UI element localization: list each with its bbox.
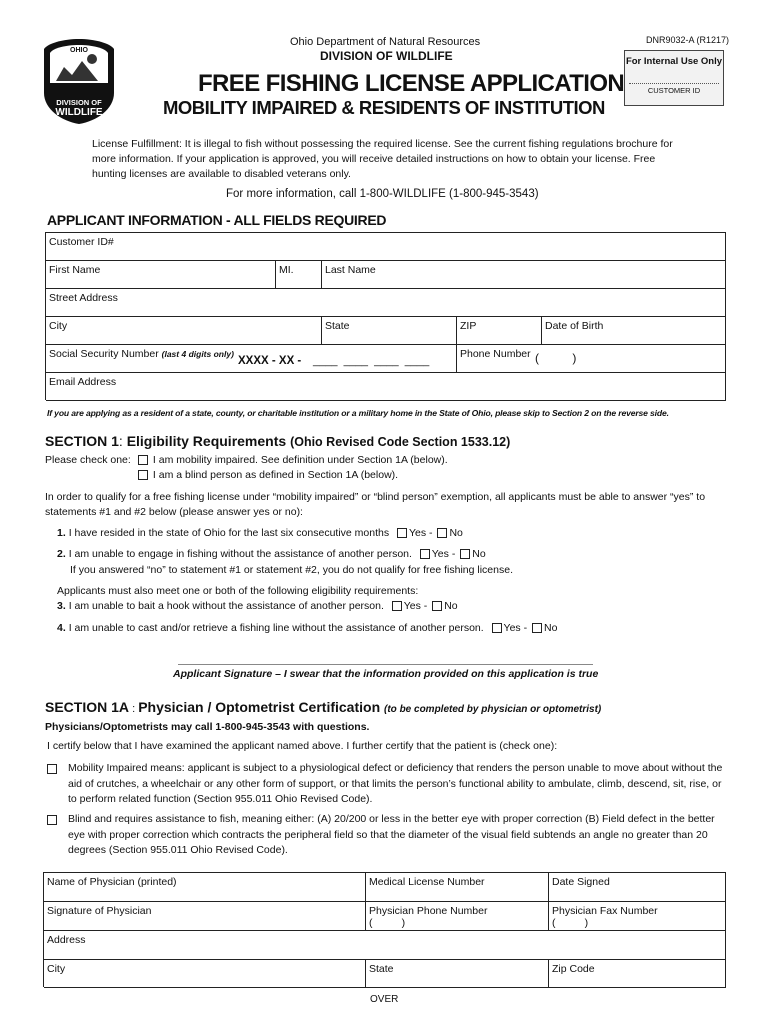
- checkbox[interactable]: [138, 470, 148, 480]
- physician-name-label: Name of Physician (printed): [47, 876, 177, 888]
- checkbox[interactable]: [47, 815, 57, 825]
- checkbox[interactable]: [460, 549, 470, 559]
- date-signed-label: Date Signed: [552, 876, 610, 888]
- mi-label: MI.: [279, 264, 294, 276]
- checkbox[interactable]: [437, 528, 447, 538]
- section1-title: Eligibility Requirements: [126, 433, 287, 449]
- q3-number: 3.: [57, 600, 66, 612]
- logo-division-text: DIVISION OF: [56, 98, 102, 107]
- ssn-mask: XXXX - XX -: [238, 355, 302, 367]
- q1-yes: Yes: [408, 527, 427, 539]
- city-label: City: [49, 320, 68, 332]
- mi-field[interactable]: [276, 261, 322, 289]
- customer-id-field[interactable]: [46, 233, 726, 261]
- q2-text: I am unable to engage in fishing without the assistance of another person.: [68, 548, 412, 560]
- phone-label: Phone Number: [460, 348, 531, 360]
- q2-no: No: [472, 548, 486, 560]
- physician-city-field[interactable]: [44, 960, 366, 988]
- over-label: OVER: [370, 994, 399, 1005]
- last-name-field[interactable]: [322, 261, 726, 289]
- physician-zip-field[interactable]: [549, 960, 726, 988]
- form-subtitle: MOBILITY IMPAIRED & RESIDENTS OF INSTITUTION: [163, 97, 605, 118]
- physician-address-field[interactable]: [44, 931, 726, 960]
- physician-name-field[interactable]: [44, 873, 366, 902]
- city-field[interactable]: [46, 317, 322, 345]
- customer-id-line[interactable]: [629, 77, 719, 84]
- customer-id-label: CUSTOMER ID: [647, 86, 701, 95]
- contact-line: For more information, call 1-800-WILDLIFE (1-800-945-3543): [226, 188, 539, 200]
- blind-definition: Blind and requires assistance to fish, meaning either: (A) 20/200 or less in the better eye with proper correction (B) Field defect in the better eye with proper correction which contracts the peripheral field so that the diameter of the visual field subtends an angle no greater than 20 degrees (Section 955.011 Ohio Revised Code).: [68, 813, 715, 856]
- q1-number: 1.: [57, 527, 66, 539]
- division-name: DIVISION OF WILDLIFE: [320, 49, 453, 63]
- dob-field[interactable]: [542, 317, 726, 345]
- checkbox[interactable]: [432, 601, 442, 611]
- checkbox[interactable]: [138, 455, 148, 465]
- question-3: 3. I am unable to bait a hook without the assistance of another person. Yes - No: [57, 600, 458, 612]
- section1-heading: [45, 433, 510, 449]
- q3-yes: Yes: [403, 600, 421, 612]
- physician-state-label: State: [369, 963, 394, 975]
- section1a-number: SECTION 1A: [45, 699, 130, 715]
- section1a-heading: [45, 699, 601, 715]
- zip-label: ZIP: [460, 320, 477, 332]
- q2-number: 2.: [57, 548, 66, 560]
- signature-line[interactable]: [178, 664, 593, 665]
- checkbox[interactable]: [397, 528, 407, 538]
- ssn-blanks: ____ ____ ____ ____: [313, 355, 430, 367]
- also-text: Applicants must also meet one or both of the following eligibility requirements:: [57, 585, 419, 597]
- checkbox[interactable]: [532, 623, 542, 633]
- applicant-heading: APPLICANT INFORMATION - ALL FIELDS REQUIRED: [47, 212, 387, 228]
- date-signed-field[interactable]: [549, 873, 726, 902]
- internal-use-label: For Internal Use Only: [625, 56, 723, 67]
- street-label: Street Address: [49, 292, 118, 304]
- physician-call: Physicians/Optometrists may call 1-800-945-3543 with questions.: [45, 721, 370, 733]
- first-name-label: First Name: [49, 264, 101, 276]
- email-label: Email Address: [49, 376, 117, 388]
- question-1: 1. I have resided in the state of Ohio for the last six consecutive months Yes - No: [57, 527, 463, 539]
- q4-number: 4.: [57, 622, 66, 634]
- physician-address-label: Address: [47, 934, 86, 946]
- logo-wildlife-text: WILDLIFE: [55, 107, 103, 118]
- agency-name: Ohio Department of Natural Resources: [290, 36, 481, 48]
- q1-text: I have resided in the state of Ohio for the last six consecutive months: [68, 527, 390, 539]
- q3-no: No: [444, 600, 458, 612]
- section1-code: (Ohio Revised Code Section 1533.12): [290, 435, 511, 449]
- phone-paren: ( ): [535, 351, 577, 365]
- physician-fax-paren: ( ): [552, 917, 589, 929]
- form-title: FREE FISHING LICENSE APPLICATION: [198, 70, 625, 97]
- physician-table: [43, 872, 726, 987]
- q2-yes: Yes: [431, 548, 449, 560]
- mobility-definition: Mobility Impaired means: applicant is subject to a physiological defect or deficiency that renders the person unable to move about without the aid of crutches, a wheelchair or any other form of support, or that limits the person’s functional ability to ambulate, climb, descend, sit, rise, or to perform related function (Section 955.011 Ohio Revised Code).: [68, 762, 723, 805]
- blind-option[interactable]: [45, 812, 725, 859]
- question-2: 2. I am unable to engage in fishing without the assistance of another person. Yes - No: [57, 548, 486, 560]
- form-id: DNR9032-A (R1217): [646, 35, 730, 45]
- option-mobility[interactable]: [136, 454, 448, 466]
- email-field[interactable]: [46, 373, 726, 401]
- signature-label: Applicant Signature – I swear that the information provided on this application is true: [173, 668, 599, 680]
- physician-phone-label: Physician Phone Number: [369, 905, 488, 917]
- q4-no: No: [544, 622, 558, 634]
- physician-zip-label: Zip Code: [552, 963, 595, 975]
- q1-no: No: [449, 527, 463, 539]
- section1a-title: Physician / Optometrist Certification: [138, 699, 381, 715]
- section1-sep: :: [118, 433, 127, 449]
- physician-city-label: City: [47, 963, 66, 975]
- certify-text: I certify below that I have examined the applicant named above. I further certify that the patient is (check one):: [47, 740, 558, 752]
- license-label: Medical License Number: [369, 876, 485, 888]
- intro-text: License Fulfillment: It is illegal to fish without possessing the required license. See the current fishing regulations brochure for more information. If your application is approved, you will receive detailed instructions on how to obtain your license. Free hunting licenses are available to disabled veterans only.: [92, 138, 673, 180]
- street-field[interactable]: [46, 289, 726, 317]
- q4-yes: Yes: [503, 622, 521, 634]
- physician-state-field[interactable]: [366, 960, 549, 988]
- zip-field[interactable]: [457, 317, 542, 345]
- ssn-field[interactable]: [46, 345, 457, 373]
- q2-note: If you answered “no” to statement #1 or statement #2, you do not qualify for free fishing license.: [70, 564, 513, 576]
- section1a-note: (to be completed by physician or optometrist): [384, 704, 602, 715]
- last-name-label: Last Name: [325, 264, 376, 276]
- phone-field[interactable]: [457, 345, 726, 373]
- internal-use-box: [624, 50, 724, 106]
- svg-text:OHIO: OHIO: [70, 47, 88, 54]
- physician-fax-label: Physician Fax Number: [552, 905, 658, 917]
- physician-signature-field[interactable]: [44, 902, 366, 931]
- license-field[interactable]: [366, 873, 549, 902]
- option-blind-label: I am a blind person as defined in Section 1A (below).: [152, 469, 399, 481]
- q3-text: I am unable to bait a hook without the assistance of another person.: [68, 600, 384, 612]
- logo-text: [44, 98, 114, 118]
- ssn-note: (last 4 digits only): [161, 349, 234, 359]
- section1-number: SECTION 1: [45, 433, 119, 449]
- checkbox[interactable]: [492, 623, 502, 633]
- ssn-label: Social Security Number: [49, 348, 159, 360]
- physician-phone-field[interactable]: [366, 902, 549, 931]
- applicant-table: [45, 232, 726, 400]
- institution-note: If you are applying as a resident of a state, county, or charitable institution or a military home in the State of Ohio, please skip to Section 2 on the reverse side.: [47, 408, 669, 418]
- first-name-field[interactable]: [46, 261, 276, 289]
- question-4: 4. I am unable to cast and/or retrieve a fishing line without the assistance of another person. Yes - No: [57, 622, 558, 634]
- checkbox[interactable]: [47, 764, 57, 774]
- checkbox[interactable]: [392, 601, 402, 611]
- state-field[interactable]: [322, 317, 457, 345]
- q4-text: I am unable to cast and/or retrieve a fishing line without the assistance of another person.: [68, 622, 484, 634]
- qualify-paragraph: In order to qualify for a free fishing license under “mobility impaired” or “blind person” exemption, all applicants must be able to answer “yes” to statements #1 and #2 below (please answer yes or no):: [45, 491, 706, 518]
- mobility-option[interactable]: [45, 761, 725, 808]
- option-blind[interactable]: [136, 469, 398, 481]
- dob-label: Date of Birth: [545, 320, 604, 332]
- customer-id-field-label: Customer ID#: [49, 236, 114, 248]
- state-label: State: [325, 320, 350, 332]
- section1a-sep: :: [129, 703, 139, 715]
- check-one-intro: Please check one:: [45, 454, 131, 466]
- physician-fax-field[interactable]: [549, 902, 726, 931]
- checkbox[interactable]: [420, 549, 430, 559]
- physician-phone-paren: ( ): [369, 917, 406, 929]
- physician-signature-label: Signature of Physician: [47, 905, 152, 917]
- option-mobility-label: I am mobility impaired. See definition under Section 1A (below).: [152, 454, 448, 466]
